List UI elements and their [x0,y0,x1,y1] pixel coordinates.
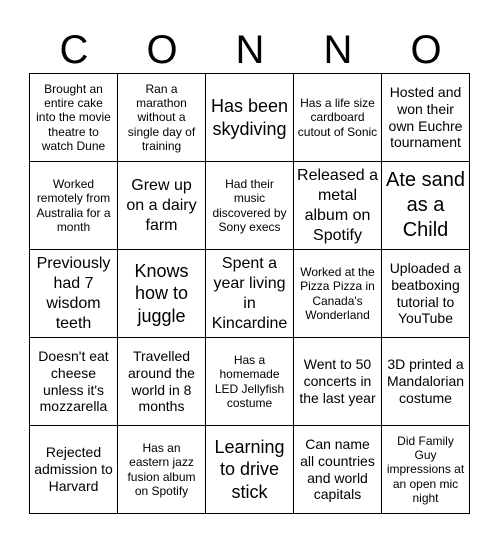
header-letter-2: O [146,28,178,72]
bingo-cell[interactable]: Released a metal album on Spotify [294,162,382,250]
header-letter-3: N [235,28,265,72]
bingo-cell[interactable]: Spent a year living in Kincardine [206,250,294,338]
bingo-cell[interactable]: Learning to drive stick [206,426,294,514]
header-letter-5: O [410,28,442,72]
bingo-cell[interactable]: Did Family Guy impressions at an open mic night [382,426,470,514]
bingo-cell[interactable]: Has a life size cardboard cutout of Sonic [294,74,382,162]
bingo-cell[interactable]: Brought an entire cake into the movie theatre to watch Dune [30,74,118,162]
bingo-cell[interactable]: Had their music discovered by Sony execs [206,162,294,250]
bingo-cell[interactable]: Ate sand as a Child [382,162,470,250]
bingo-cell[interactable]: Worked at the Pizza Pizza in Canada's Wonderland [294,250,382,338]
bingo-cell[interactable]: Doesn't eat cheese unless it's mozzarella [30,338,118,426]
header-letter-1: C [59,28,89,72]
bingo-cell[interactable]: Previously had 7 wisdom teeth [30,250,118,338]
bingo-cell[interactable]: Ran a marathon without a single day of training [118,74,206,162]
bingo-cell[interactable]: Worked remotely from Australia for a month [30,162,118,250]
bingo-cell[interactable]: Hosted and won their own Euchre tournament [382,74,470,162]
bingo-cell[interactable]: Knows how to juggle [118,250,206,338]
bingo-cell[interactable]: Went to 50 concerts in the last year [294,338,382,426]
bingo-cell[interactable]: Has an eastern jazz fusion album on Spotify [118,426,206,514]
bingo-header [30,28,470,72]
bingo-cell[interactable]: Has a homemade LED Jellyfish costume [206,338,294,426]
bingo-cell[interactable]: Rejected admission to Harvard [30,426,118,514]
header-letter-4: N [323,28,353,72]
bingo-cell[interactable]: Travelled around the world in 8 months [118,338,206,426]
bingo-cell[interactable]: Grew up on a dairy farm [118,162,206,250]
bingo-board [29,73,470,514]
bingo-cell[interactable]: 3D printed a Mandalorian costume [382,338,470,426]
bingo-cell[interactable]: Has been skydiving [206,74,294,162]
bingo-cell[interactable]: Can name all countries and world capitals [294,426,382,514]
bingo-cell[interactable]: Uploaded a beatboxing tutorial to YouTube [382,250,470,338]
